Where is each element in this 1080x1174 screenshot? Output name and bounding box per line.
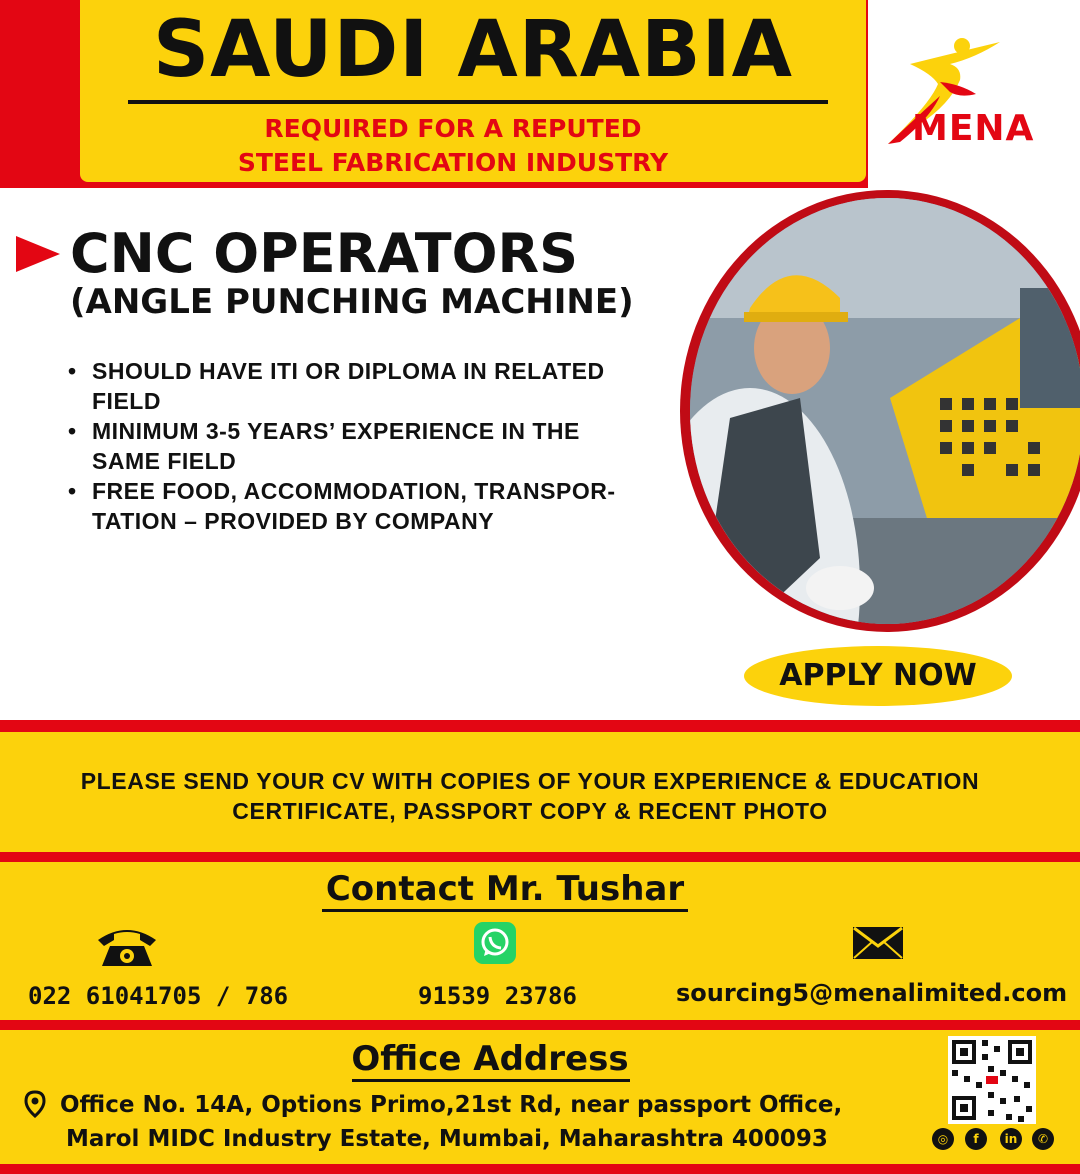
whatsapp-icon <box>474 922 516 964</box>
subtitle-line-1: REQUIRED FOR A REPUTED <box>264 114 642 143</box>
divider <box>0 720 1080 732</box>
cv-instruction <box>20 766 1040 826</box>
telephone-icon <box>92 922 162 968</box>
whatsapp-number[interactable]: 91539 23786 <box>418 982 577 1010</box>
cv-line-1: PLEASE SEND YOUR CV WITH COPIES OF YOUR EXPERIENCE & EDUCATION <box>80 768 980 794</box>
address-line-2: Marol MIDC Industry Estate, Mumbai, Maharashtra 400093 <box>66 1126 828 1152</box>
linkedin-icon[interactable]: in <box>1000 1128 1022 1150</box>
office-underline <box>352 1079 630 1082</box>
country-title: SAUDI ARABIA <box>152 5 794 95</box>
job-title: CNC OPERATORS <box>70 222 579 285</box>
subtitle-line-2: STEEL FABRICATION INDUSTRY <box>237 148 669 177</box>
divider <box>0 1020 1080 1030</box>
contact-title: Contact Mr. Tushar <box>325 869 685 909</box>
facebook-icon[interactable]: f <box>965 1128 987 1150</box>
address-line-1: Office No. 14A, Options Primo,21st Rd, near passport Office, <box>60 1092 843 1118</box>
location-pin-icon <box>24 1090 46 1118</box>
requirements-list <box>68 356 678 536</box>
bottom-border <box>0 1164 1080 1174</box>
arrow-right-icon <box>16 234 60 274</box>
qr-code-icon[interactable] <box>948 1036 1036 1124</box>
list-item: • FREE FOOD, ACCOMMODATION, TRANSPOR- TATION – PROVIDED BY COMPANY <box>68 476 678 536</box>
whatsapp-small-icon[interactable]: ✆ <box>1032 1128 1054 1150</box>
worker-photo <box>690 198 1080 624</box>
title-underline <box>128 100 828 104</box>
worker-illustration <box>690 198 1080 624</box>
contact-underline <box>322 909 688 912</box>
envelope-icon <box>852 926 904 960</box>
list-item: • SHOULD HAVE ITI OR DIPLOMA IN RELATED FIELD <box>68 356 678 416</box>
apply-now-button[interactable]: APPLY NOW <box>744 646 1012 706</box>
cv-line-2: CERTIFICATE, PASSPORT COPY & RECENT PHOTO <box>232 798 828 824</box>
phone-number[interactable]: 022 61041705 / 786 <box>28 982 289 1010</box>
header-subtitle <box>80 112 826 180</box>
email-link[interactable]: sourcing5@menalimited.com <box>676 979 1068 1007</box>
divider <box>0 852 1080 862</box>
office-title: Office Address <box>351 1039 629 1079</box>
list-item: • MINIMUM 3-5 YEARS’ EXPERIENCE IN THE SAME FIELD <box>68 416 678 476</box>
mena-logo-text: MENA <box>912 108 1035 149</box>
job-subtitle: (ANGLE PUNCHING MACHINE) <box>70 282 634 322</box>
instagram-icon[interactable]: ◎ <box>932 1128 954 1150</box>
